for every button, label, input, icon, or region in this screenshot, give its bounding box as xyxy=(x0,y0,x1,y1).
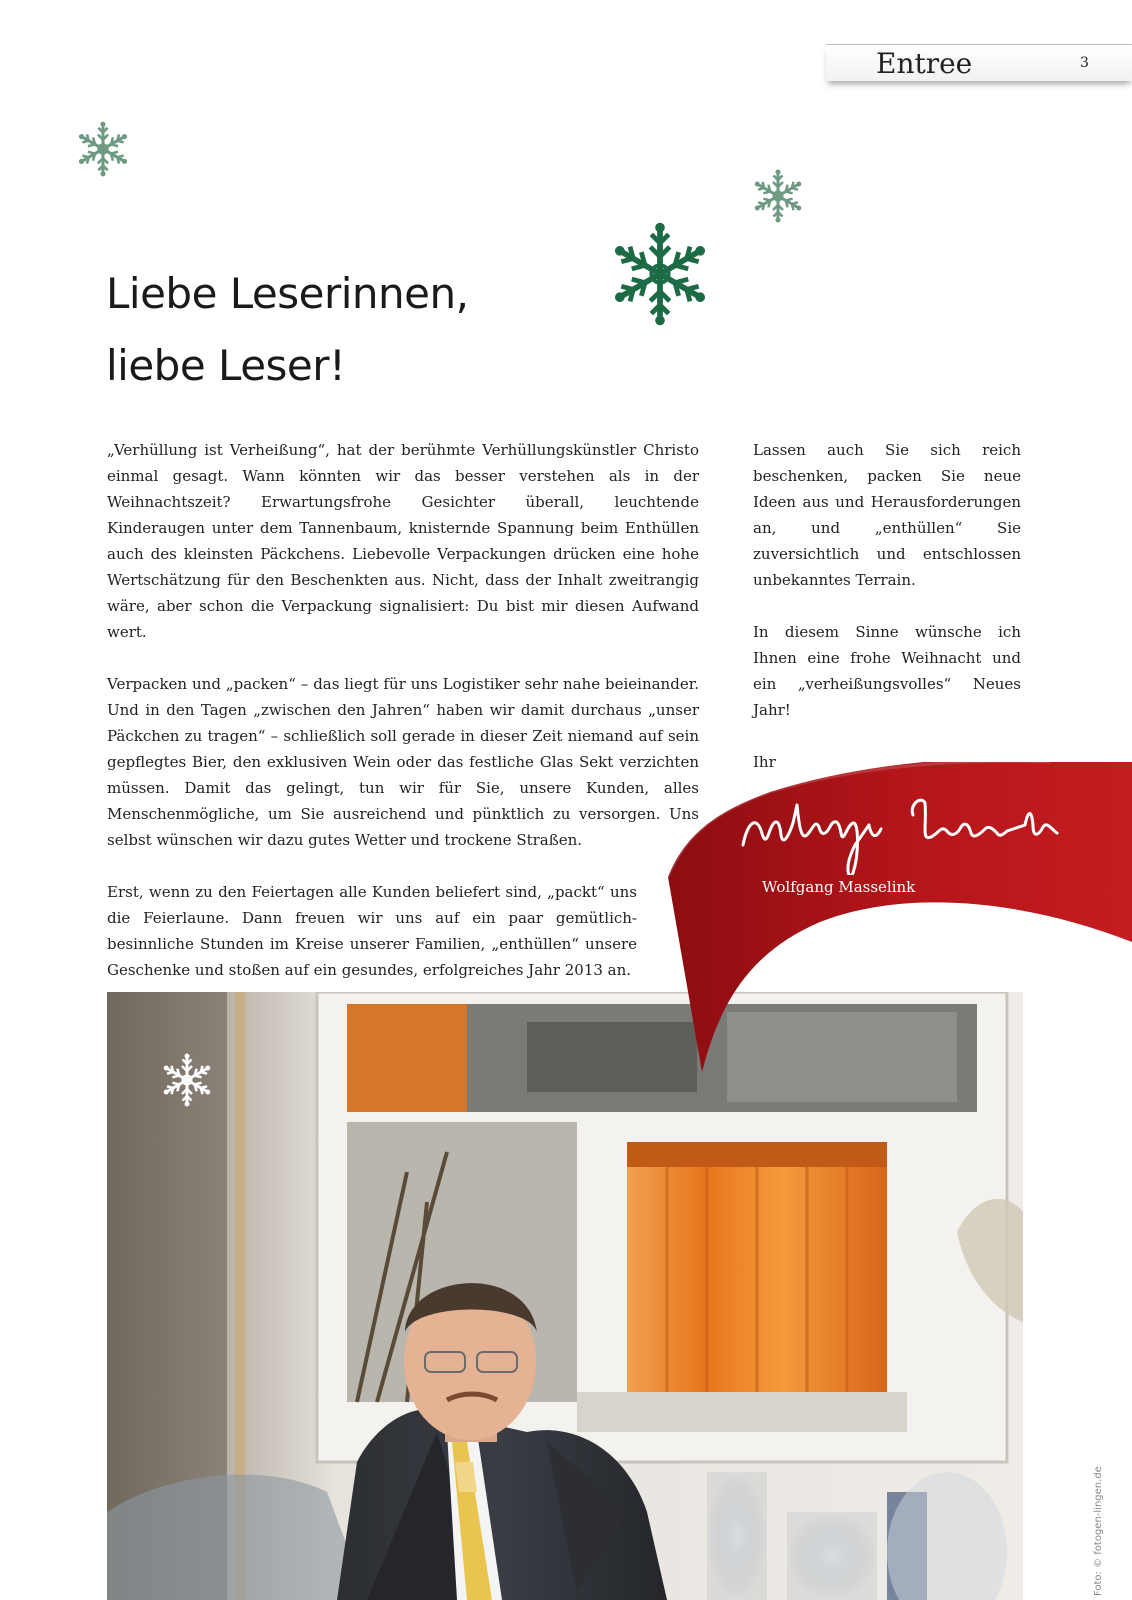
page-title xyxy=(106,258,468,402)
body-column-right xyxy=(753,437,1021,801)
snowflake-icon xyxy=(602,216,718,332)
body-paragraph: Verpacken und „packen“ – das liegt für uns Logistiker sehr nahe beieinander. Und in den Tagen „zwischen den Jahren“ haben wir damit durchaus „unser Päckchen zu tragen“ – schließlich soll gerade in dieser Zeit niemand auf sein gepflegtes Bier, den exklusiven Wein oder das festliche Glas Sekt verzichten müssen. Damit das gelingt, tun wir für Sie, unsere Kunden, alles Menschenmögliche, um Sie ausreichend und pünktlich zu versorgen. Uns selbst wünschen wir dazu gutes Wetter und trockene Straßen. xyxy=(107,675,699,849)
snowflake-icon xyxy=(748,166,808,226)
body-paragraph: In diesem Sinne wünsche ich Ihnen eine frohe Weihnacht und ein „verheißungsvolles“ Neues Jahr! xyxy=(753,623,1021,719)
page-number: 3 xyxy=(1080,55,1089,71)
headline-line-2: liebe Leser! xyxy=(106,341,346,390)
closing-word: Ihr xyxy=(753,753,776,771)
headline-line-1: Liebe Leserinnen, xyxy=(106,269,469,318)
body-paragraph: „Verhüllung ist Verheißung“, hat der berühmte Verhüllungskünstler Christo einmal gesagt. Wann könnten wir das besser verstehen als in der Weihnachtszeit? Erwartungsfrohe Gesichter überall, leuchtende Kinderaugen unter dem Tannenbaum, knisternde Spannung beim Enthüllen auch des kleinsten Päckchens. Liebevolle Verpackungen drücken eine hohe Wertschätzung für den Beschenkten aus. Nicht, dass der Inhalt zweitrangig wäre, aber schon die Verpackung signalisiert: Du bist mir diesen Aufwand wert. xyxy=(107,441,699,641)
portrait-photo xyxy=(107,992,1023,1600)
snowflake-icon xyxy=(72,118,134,180)
section-header-tab xyxy=(826,44,1132,81)
body-column-left xyxy=(107,437,699,1009)
body-paragraph: Erst, wenn zu den Feiertagen alle Kunden beliefert sind, „packt“ uns die Feierlaune. Dann freuen wir uns auf ein paar gemütlich-besinnliche Stunden im Kreise unserer Familien, „enthüllen“ unsere Geschenke und stoßen auf ein gesundes, erfolgreiches Jahr 2013 an. xyxy=(107,883,637,979)
body-paragraph: Lassen auch Sie sich reich beschenken, packen Sie neue Ideen aus und Herausforderungen an, und „enthüllen“ Sie zuversichtlich und entschlossen unbekanntes Terrain. xyxy=(753,441,1021,589)
section-title: Entree xyxy=(876,47,973,80)
photo-credit: Foto: © fotogen-lingen.de xyxy=(1093,1466,1104,1596)
signer-name: Wolfgang Masselink xyxy=(762,878,916,896)
handwritten-signature xyxy=(735,785,1065,875)
